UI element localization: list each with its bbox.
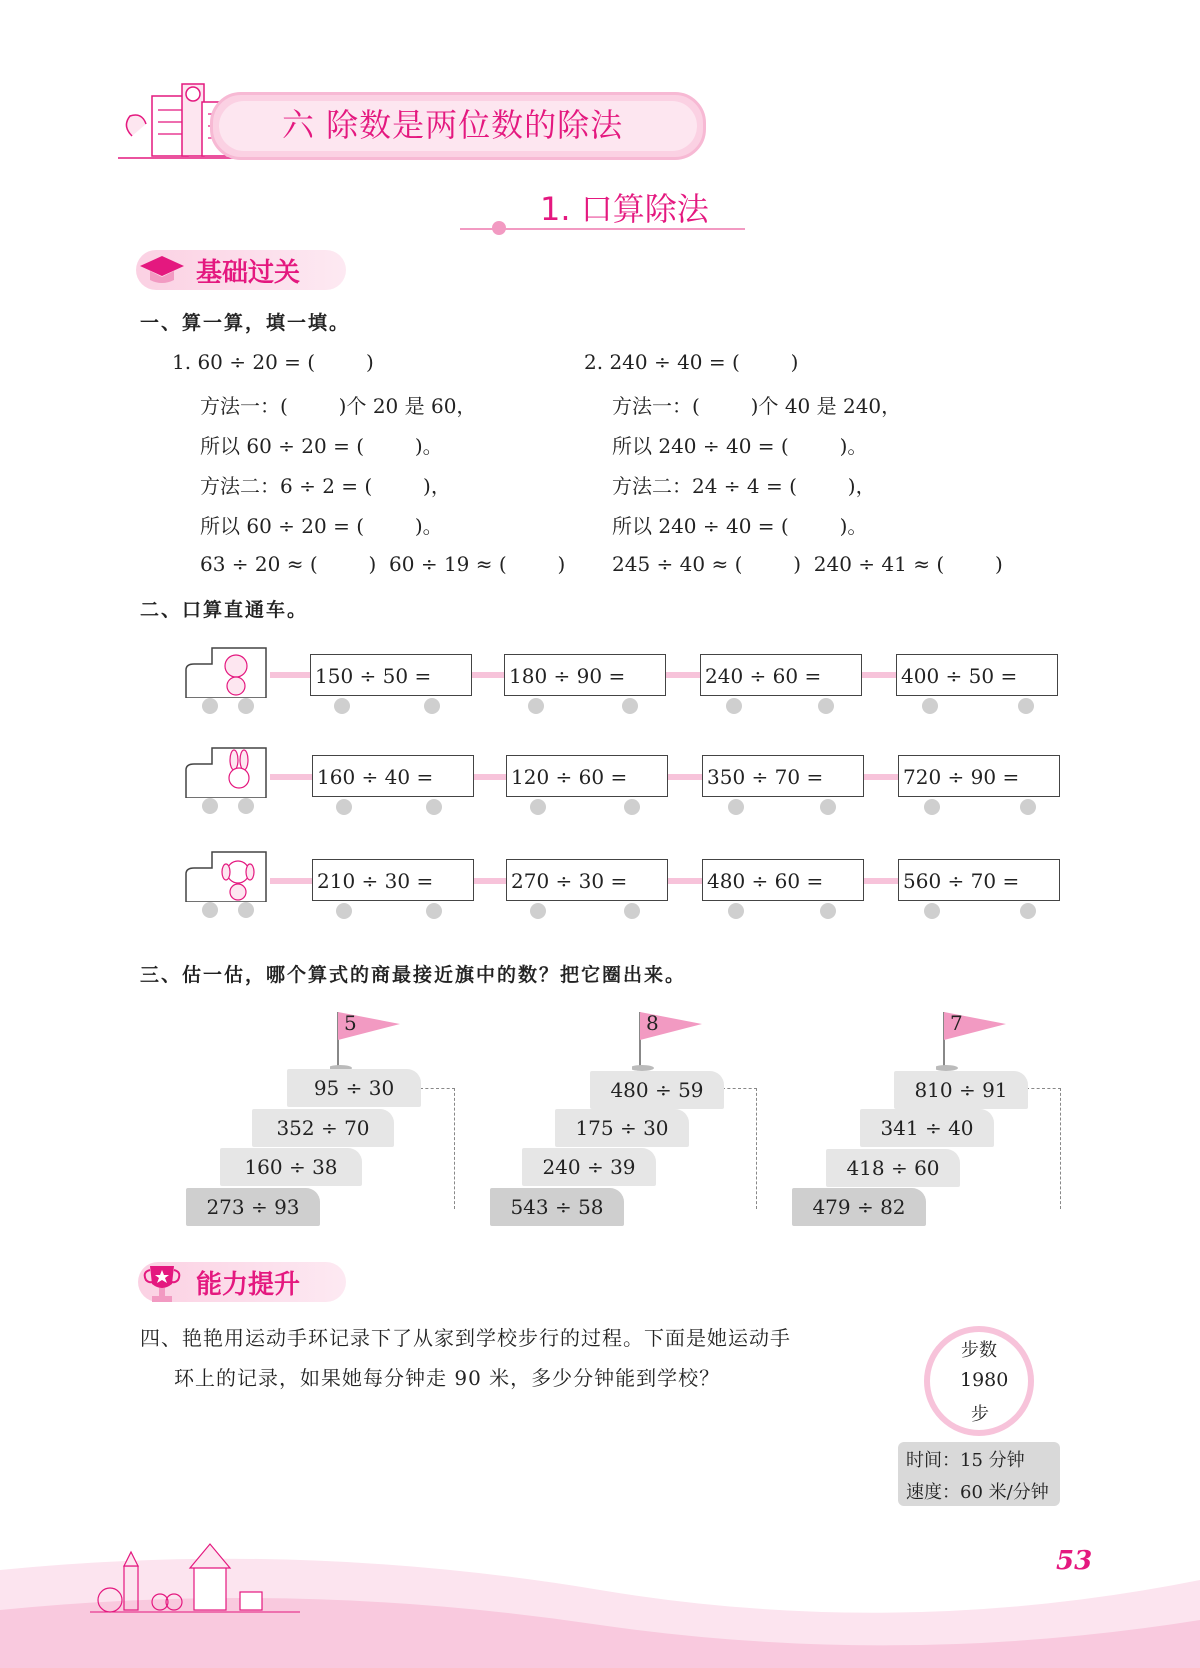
train-link — [474, 774, 506, 780]
train-car: 720 ÷ 90 = — [898, 755, 1060, 797]
stair-step: 175 ÷ 30 — [555, 1109, 689, 1147]
flag-number: 7 — [950, 1011, 963, 1035]
wheel — [424, 698, 440, 714]
wheel — [334, 698, 350, 714]
stair-step: 352 ÷ 70 — [252, 1109, 394, 1147]
wheel — [202, 798, 218, 814]
wheel — [336, 799, 352, 815]
stairs-outline — [1026, 1088, 1061, 1209]
wheel — [238, 698, 254, 714]
train-car: 350 ÷ 70 = — [702, 755, 864, 797]
stair-step: 479 ÷ 82 — [792, 1188, 926, 1226]
page-number: 53 — [1056, 1546, 1093, 1576]
section-title-basic: 基础过关 — [196, 258, 301, 288]
train-link — [862, 672, 896, 678]
train-link — [270, 774, 312, 780]
q1-right-line-1: 2. 240 ÷ 40 = ( ) — [584, 350, 799, 374]
puppy-locomotive-icon — [184, 850, 270, 902]
graduation-cap-icon — [138, 250, 186, 290]
wheel — [530, 903, 546, 919]
stair-step: 480 ÷ 59 — [590, 1071, 724, 1109]
flag-number: 5 — [344, 1011, 357, 1035]
band-speed: 速度：60 米/分钟 — [906, 1482, 1049, 1503]
wheel — [818, 698, 834, 714]
wheel — [426, 903, 442, 919]
flag-icon — [632, 1008, 712, 1072]
stair-step: 273 ÷ 93 — [186, 1188, 320, 1226]
q1-left-line-6: 63 ÷ 20 ≈ ( ) 60 ÷ 19 ≈ ( ) — [200, 552, 566, 576]
q1-right-line-4: 方法二：24 ÷ 4 = ( )， — [612, 474, 876, 498]
band-steps-unit: 步 — [971, 1404, 989, 1425]
train-car: 120 ÷ 60 = — [506, 755, 668, 797]
wheel — [1020, 799, 1036, 815]
train-car: 160 ÷ 40 = — [312, 755, 474, 797]
q1-left-line-3: 所以 60 ÷ 20 = ( )。 — [200, 434, 443, 458]
stair-step: 341 ÷ 40 — [860, 1109, 994, 1147]
wheel — [726, 698, 742, 714]
train-link — [668, 774, 702, 780]
section-title-advanced: 能力提升 — [196, 1270, 301, 1300]
wheel — [922, 698, 938, 714]
stairs-outline — [722, 1088, 757, 1209]
train-link — [270, 672, 310, 678]
stair-step: 543 ÷ 58 — [490, 1188, 624, 1226]
q1-right-line-3: 所以 240 ÷ 40 = ( )。 — [612, 434, 868, 458]
q1-left-line-2: 方法一：( )个 20 是 60， — [200, 394, 477, 418]
wheel — [238, 798, 254, 814]
town-illustration-icon — [90, 1536, 300, 1616]
stair-step: 810 ÷ 91 — [894, 1071, 1028, 1109]
train-car: 270 ÷ 30 = — [506, 859, 668, 901]
stair-step: 160 ÷ 38 — [220, 1148, 362, 1186]
q1-right-line-6: 245 ÷ 40 ≈ ( ) 240 ÷ 41 ≈ ( ) — [612, 552, 1003, 576]
band-time: 时间：15 分钟 — [906, 1450, 1025, 1471]
wheel — [202, 698, 218, 714]
wheel — [1018, 698, 1034, 714]
train-link — [474, 878, 506, 884]
trophy-icon — [140, 1262, 184, 1306]
flag-number: 8 — [646, 1011, 659, 1035]
wheel — [1020, 903, 1036, 919]
train-car: 400 ÷ 50 = — [896, 654, 1058, 696]
wheel — [528, 698, 544, 714]
wheel — [202, 902, 218, 918]
band-steps-label: 步数 — [961, 1340, 997, 1361]
train-car: 240 ÷ 60 = — [700, 654, 862, 696]
wheel — [624, 799, 640, 815]
train-link — [472, 672, 504, 678]
wheel — [622, 698, 638, 714]
band-steps-value: 1980 — [960, 1369, 1009, 1391]
chapter-title: 六 除数是两位数的除法 — [282, 106, 624, 144]
train-car: 180 ÷ 90 = — [504, 654, 666, 696]
wheel — [820, 903, 836, 919]
train-car: 480 ÷ 60 = — [702, 859, 864, 901]
train-link — [666, 672, 700, 678]
train-car: 210 ÷ 30 = — [312, 859, 474, 901]
rabbit-locomotive-icon — [184, 746, 270, 798]
stair-step: 418 ÷ 60 — [826, 1149, 960, 1187]
lesson-title: 1. 口算除法 — [540, 190, 709, 228]
wheel — [728, 903, 744, 919]
train-car: 150 ÷ 50 = — [310, 654, 472, 696]
train-car: 560 ÷ 70 = — [898, 859, 1060, 901]
lesson-dot — [492, 221, 506, 235]
monkey-locomotive-icon — [184, 646, 270, 698]
wheel — [728, 799, 744, 815]
q2-title: 二、口算直通车。 — [140, 599, 309, 621]
wheel — [530, 799, 546, 815]
q3-title: 三、估一估，哪个算式的商最接近旗中的数？把它圈出来。 — [140, 964, 687, 986]
q1-right-line-5: 所以 240 ÷ 40 = ( )。 — [612, 514, 868, 538]
train-link — [864, 878, 898, 884]
flag-icon — [330, 1008, 410, 1072]
q1-left-line-5: 所以 60 ÷ 20 = ( )。 — [200, 514, 443, 538]
flag-icon — [936, 1008, 1016, 1072]
wheel — [924, 799, 940, 815]
q4-line-2: 环上的记录，如果她每分钟走 90 米，多少分钟能到学校？ — [174, 1366, 721, 1390]
wheel — [924, 903, 940, 919]
q1-left-line-4: 方法二：6 ÷ 2 = ( )， — [200, 474, 451, 498]
stair-step: 240 ÷ 39 — [522, 1148, 656, 1186]
q1-title: 一、算一算，填一填。 — [140, 312, 351, 334]
stairs-outline — [420, 1088, 455, 1209]
wheel — [624, 903, 640, 919]
q1-right-line-2: 方法一：( )个 40 是 240， — [612, 394, 902, 418]
wheel — [426, 799, 442, 815]
train-link — [668, 878, 702, 884]
wheel — [336, 903, 352, 919]
train-link — [864, 774, 898, 780]
q1-left-line-1: 1. 60 ÷ 20 = ( ) — [172, 350, 374, 374]
stair-step: 95 ÷ 30 — [287, 1069, 421, 1107]
wheel — [238, 902, 254, 918]
train-link — [270, 878, 312, 884]
wheel — [820, 799, 836, 815]
q4-line-1: 四、艳艳用运动手环记录下了从家到学校步行的过程。下面是她运动手 — [140, 1326, 791, 1350]
